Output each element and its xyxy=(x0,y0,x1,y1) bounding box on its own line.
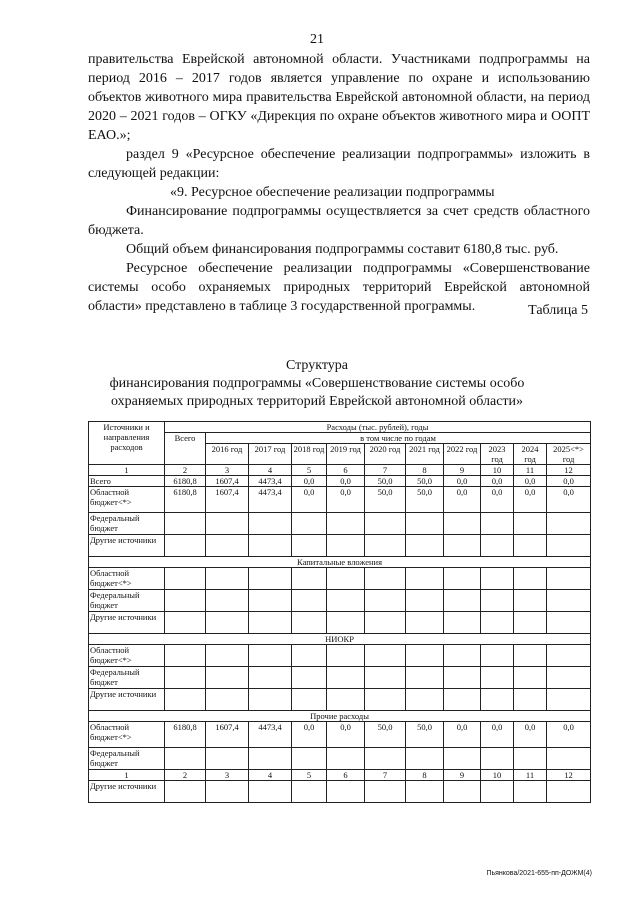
table-row xyxy=(89,476,591,487)
section-heading: «9. Ресурсное обеспечение реализации подпрограммы xyxy=(170,185,495,200)
header-source: Источники и направления расходов xyxy=(89,422,165,465)
year-header: 2022 год xyxy=(444,444,481,465)
table-row xyxy=(89,645,591,667)
cell-value: 4473,4 xyxy=(249,487,292,513)
cell-value: 0,0 xyxy=(292,476,327,487)
col-number: 7 xyxy=(365,770,406,781)
header-expenses: Расходы (тыс. рублей), годы xyxy=(165,422,591,433)
table-row xyxy=(89,535,591,557)
col-number: 12 xyxy=(547,770,591,781)
column-number-row xyxy=(89,465,591,476)
col-number: 5 xyxy=(292,465,327,476)
col-number: 10 xyxy=(481,770,514,781)
col-number: 10 xyxy=(481,465,514,476)
title-line: Структура xyxy=(285,358,349,373)
col-number: 12 xyxy=(547,465,591,476)
table-row xyxy=(89,748,591,770)
cell-value: 50,0 xyxy=(406,487,444,513)
year-header: 2017 год xyxy=(249,444,292,465)
col-number: 8 xyxy=(406,770,444,781)
paragraph: Общий объем финансирования подпрограммы составит 6180,8 тыс. руб. xyxy=(126,242,559,257)
row-label: Областной бюджет<*> xyxy=(89,645,165,667)
cell-value: 0,0 xyxy=(481,487,514,513)
cell-value: 6180,8 xyxy=(165,722,206,748)
year-header: 2018 год xyxy=(292,444,327,465)
table-title xyxy=(0,357,634,411)
table-row xyxy=(89,689,591,711)
section-row xyxy=(89,711,591,722)
col-number: 6 xyxy=(327,770,365,781)
cell-value: 0,0 xyxy=(292,487,327,513)
paragraph: Ресурсное обеспечение реализации подпрограммы «Совершенствование системы особо охраняемых природных территорий Еврейской автономной области» представлено в таблице 3 государственной программы. xyxy=(88,261,590,314)
cell-value: 1607,4 xyxy=(206,722,249,748)
page-number: 21 xyxy=(310,32,324,47)
cell-value: 50,0 xyxy=(406,476,444,487)
cell-value: 0,0 xyxy=(444,487,481,513)
row-label: Областной бюджет<*> xyxy=(89,568,165,590)
col-number: 2 xyxy=(165,465,206,476)
row-label: Федеральный бюджет xyxy=(89,513,165,535)
table-row xyxy=(89,590,591,612)
section-other: Прочие расходы xyxy=(89,711,591,722)
cell-value: 0,0 xyxy=(327,722,365,748)
table-row xyxy=(89,667,591,689)
col-number: 9 xyxy=(444,770,481,781)
table-label: Таблица 5 xyxy=(528,303,588,318)
cell-value: 0,0 xyxy=(327,476,365,487)
paragraph: правительства Еврейской автономной области. Участниками подпрограммы на период 2016 – 2017 годов является управление по охране и использованию объектов животного мира правительства Еврейской автономной области, на период 2020 – 2021 годов – ОГКУ «Дирекция по охране объектов животного мира и ООПТ ЕАО.»; xyxy=(88,52,590,143)
section-niokr: НИОКР xyxy=(89,634,591,645)
row-label: Федеральный бюджет xyxy=(89,748,165,770)
row-label: Федеральный бюджет xyxy=(89,667,165,689)
cell-value: 0,0 xyxy=(292,722,327,748)
header-including: в том числе по годам xyxy=(206,433,591,444)
cell-value: 0,0 xyxy=(514,487,547,513)
year-header: 2016 год xyxy=(206,444,249,465)
year-header: 2020 год xyxy=(365,444,406,465)
col-number: 11 xyxy=(514,465,547,476)
footer-reference: Пьянкова/2021-655-пп-ДОЖМ(4) xyxy=(486,870,592,877)
col-number: 5 xyxy=(292,770,327,781)
column-number-row xyxy=(89,770,591,781)
row-label: Другие источники xyxy=(89,612,165,634)
year-header: 2019 год xyxy=(327,444,365,465)
table-row xyxy=(89,612,591,634)
cell-value: 0,0 xyxy=(514,722,547,748)
row-label: Другие источники xyxy=(89,689,165,711)
year-header: 2024 год xyxy=(514,444,547,465)
cell-value: 4473,4 xyxy=(249,722,292,748)
cell-value: 0,0 xyxy=(514,476,547,487)
col-number: 4 xyxy=(249,465,292,476)
cell-value: 1607,4 xyxy=(206,487,249,513)
col-number: 8 xyxy=(406,465,444,476)
row-label: Областной бюджет<*> xyxy=(89,722,165,748)
table-row xyxy=(89,781,591,803)
section-row xyxy=(89,634,591,645)
cell-value: 0,0 xyxy=(547,476,591,487)
cell-value: 50,0 xyxy=(365,476,406,487)
row-label: Другие источники xyxy=(89,781,165,803)
table-row xyxy=(89,513,591,535)
cell-value: 0,0 xyxy=(547,487,591,513)
title-line: финансирования подпрограммы «Совершенствование системы особо xyxy=(109,376,525,391)
col-number: 7 xyxy=(365,465,406,476)
col-number: 9 xyxy=(444,465,481,476)
table-row xyxy=(89,487,591,513)
table-row xyxy=(89,568,591,590)
col-number: 2 xyxy=(165,770,206,781)
cell-value: 0,0 xyxy=(547,722,591,748)
col-number: 6 xyxy=(327,465,365,476)
year-header: 2023 год xyxy=(481,444,514,465)
body-text xyxy=(88,50,590,316)
cell-value: 6180,8 xyxy=(165,487,206,513)
section-capital: Капитальные вложения xyxy=(89,557,591,568)
col-number: 4 xyxy=(249,770,292,781)
cell-value: 0,0 xyxy=(481,722,514,748)
cell-value: 4473,4 xyxy=(249,476,292,487)
col-number: 1 xyxy=(89,465,165,476)
title-line: охраняемых природных территорий Еврейской автономной области» xyxy=(110,394,524,409)
paragraph: Финансирование подпрограммы осуществляется за счет средств областного бюджета. xyxy=(88,204,590,238)
cell-value: 1607,4 xyxy=(206,476,249,487)
col-number: 3 xyxy=(206,465,249,476)
cell-value: 0,0 xyxy=(444,722,481,748)
paragraph: раздел 9 «Ресурсное обеспечение реализации подпрограммы» изложить в следующей редакции: xyxy=(88,147,590,181)
year-header: 2025<*> год xyxy=(547,444,591,465)
cell-value: 0,0 xyxy=(327,487,365,513)
col-number: 11 xyxy=(514,770,547,781)
cell-value: 50,0 xyxy=(365,722,406,748)
cell-value: 50,0 xyxy=(365,487,406,513)
row-label: Всего xyxy=(89,476,165,487)
row-label: Другие источники xyxy=(89,535,165,557)
year-header: 2021 год xyxy=(406,444,444,465)
row-label: Федеральный бюджет xyxy=(89,590,165,612)
row-label: Областной бюджет<*> xyxy=(89,487,165,513)
section-row xyxy=(89,557,591,568)
cell-value: 0,0 xyxy=(444,476,481,487)
col-number: 3 xyxy=(206,770,249,781)
financing-table xyxy=(88,421,591,803)
cell-value: 0,0 xyxy=(481,476,514,487)
cell-value: 6180,8 xyxy=(165,476,206,487)
col-number: 1 xyxy=(89,770,165,781)
header-total: Всего xyxy=(165,433,206,465)
table-row xyxy=(89,722,591,748)
cell-value: 50,0 xyxy=(406,722,444,748)
